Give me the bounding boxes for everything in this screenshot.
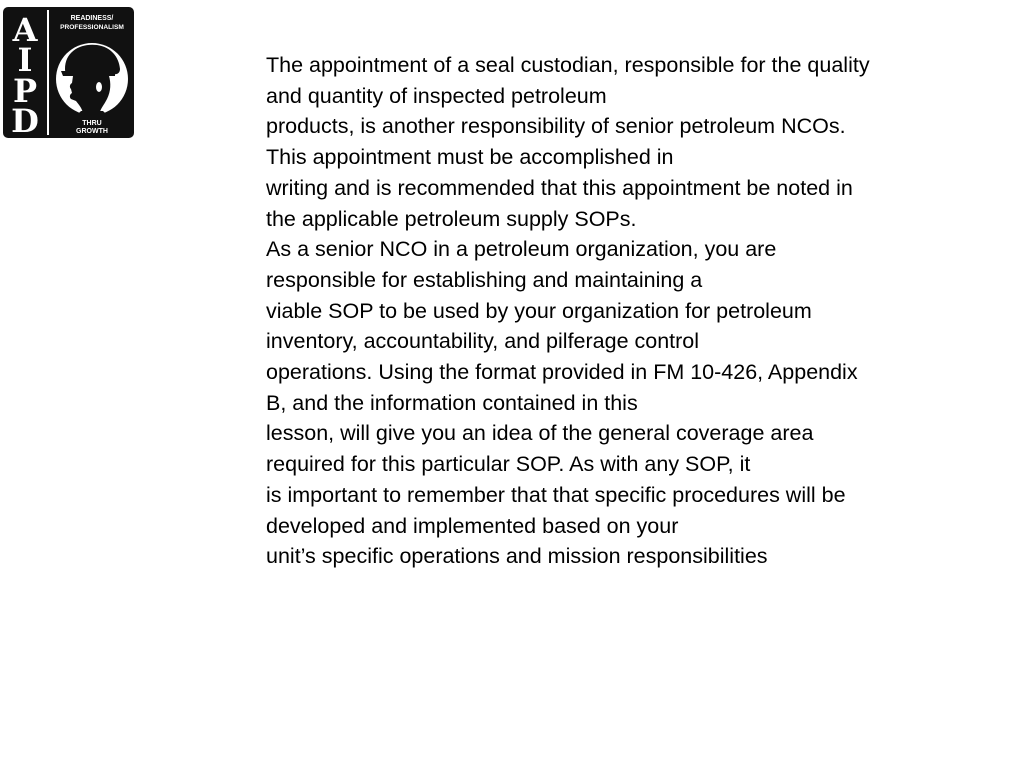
logo-bottom-text-2: GROWTH bbox=[76, 128, 108, 135]
body-line: B, and the information contained in this bbox=[266, 390, 638, 415]
aipd-logo bbox=[3, 7, 134, 138]
body-line: and quantity of inspected petroleum bbox=[266, 83, 607, 108]
logo-letter-a: A bbox=[12, 11, 38, 49]
body-line: unit’s specific operations and mission responsibilities bbox=[266, 544, 768, 569]
body-line: The appointment of a seal custodian, responsible for the quality bbox=[266, 53, 870, 77]
ear-detail bbox=[96, 82, 102, 92]
body-line: This appointment must be accomplished in bbox=[266, 145, 674, 170]
logo-bottom-text-1: THRU bbox=[82, 120, 102, 127]
body-line: responsible for establishing and maintaining a bbox=[266, 267, 703, 292]
body-line: required for this particular SOP. As with any SOP, it bbox=[266, 452, 751, 477]
body-line: viable SOP to be used by your organization for petroleum bbox=[266, 298, 812, 323]
body-line: is important to remember that that specific procedures will be bbox=[266, 482, 846, 507]
body-line: the applicable petroleum supply SOPs. bbox=[266, 206, 637, 231]
body-paragraph bbox=[266, 50, 966, 572]
logo-letter-p: P bbox=[12, 72, 38, 110]
logo-letter-i: I bbox=[17, 41, 33, 79]
body-line: lesson, will give you an idea of the general coverage area bbox=[266, 421, 814, 446]
body-line: inventory, accountability, and pilferage control bbox=[266, 329, 700, 354]
body-line: products, is another responsibility of senior petroleum NCOs. bbox=[266, 114, 846, 139]
logo-top-text-2: PROFESSIONALISM bbox=[60, 24, 124, 31]
body-line: writing and is recommended that this appointment be noted in bbox=[266, 175, 853, 200]
logo-top-text-1: READINESS/ bbox=[70, 15, 114, 22]
body-line: developed and implemented based on your bbox=[266, 513, 679, 538]
body-line: As a senior NCO in a petroleum organization, you are bbox=[266, 237, 777, 262]
logo-letter-d: D bbox=[11, 102, 39, 138]
body-line: operations. Using the format provided in FM 10-426, Appendix bbox=[266, 360, 858, 385]
